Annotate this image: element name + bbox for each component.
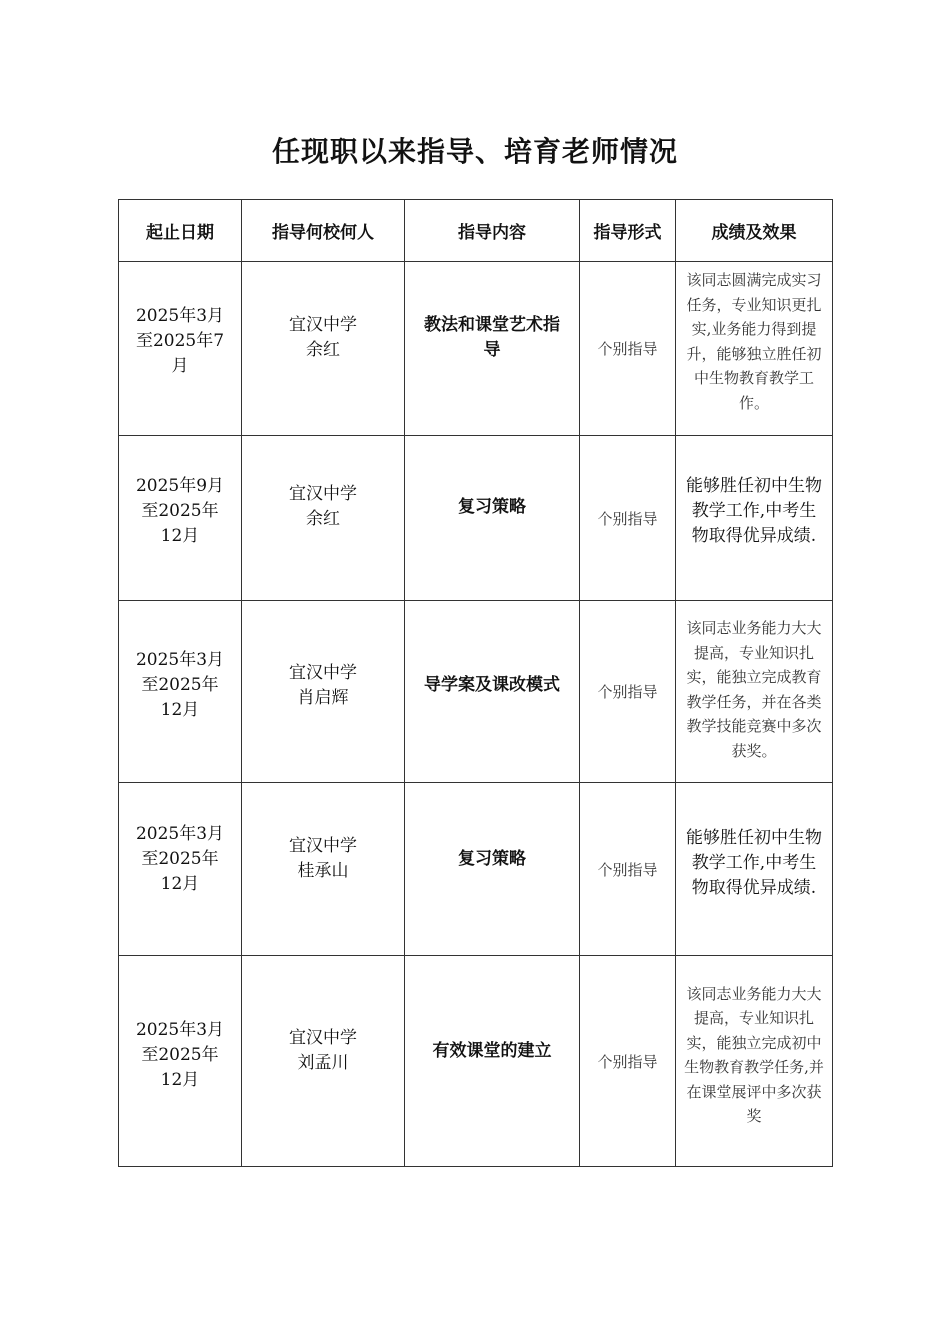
form-cell: 个别指导 <box>580 262 676 436</box>
content-cell: 导学案及课改模式 <box>405 601 580 783</box>
school-person-cell: 宜汉中学 刘孟川 <box>242 956 405 1167</box>
content-cell: 教法和课堂艺术指 导 <box>405 262 580 436</box>
header-content: 指导内容 <box>405 200 580 262</box>
date-cell: 2025年3月 至2025年7 月 <box>119 262 242 436</box>
form-cell: 个别指导 <box>580 956 676 1167</box>
header-row <box>119 200 833 262</box>
header-school-person: 指导何校何人 <box>242 200 405 262</box>
school-person-cell: 宜汉中学 余红 <box>242 262 405 436</box>
date-cell: 2025年9月 至2025年 12月 <box>119 436 242 601</box>
school-person-cell: 宜汉中学 余红 <box>242 436 405 601</box>
result-cell: 该同志圆满完成实习任务，专业知识更扎实,业务能力得到提升，能够独立胜任初中生物教育教学工作。 <box>676 262 833 436</box>
table-row <box>119 956 833 1167</box>
date-cell: 2025年3月 至2025年 12月 <box>119 601 242 783</box>
header-result: 成绩及效果 <box>676 200 833 262</box>
date-cell: 2025年3月 至2025年 12月 <box>119 783 242 956</box>
header-form: 指导形式 <box>580 200 676 262</box>
mentoring-table <box>118 199 833 1167</box>
table-row <box>119 436 833 601</box>
form-cell: 个别指导 <box>580 601 676 783</box>
page-title: 任现职以来指导、培育老师情况 <box>271 135 678 168</box>
form-cell: 个别指导 <box>580 783 676 956</box>
table-row <box>119 783 833 956</box>
table-row <box>119 601 833 783</box>
school-person-cell: 宜汉中学 肖启辉 <box>242 601 405 783</box>
result-cell: 能够胜任初中生物教学工作,中考生物取得优异成绩. <box>676 436 833 601</box>
result-cell: 该同志业务能力大大提高，专业知识扎实，能独立完成教育教学任务，并在各类教学技能竞赛中多次获奖。 <box>676 601 833 783</box>
result-cell: 能够胜任初中生物教学工作,中考生物取得优异成绩. <box>676 783 833 956</box>
school-person-cell: 宜汉中学 桂承山 <box>242 783 405 956</box>
table-row <box>119 262 833 436</box>
content-cell: 复习策略 <box>405 436 580 601</box>
content-cell: 复习策略 <box>405 783 580 956</box>
content-cell: 有效课堂的建立 <box>405 956 580 1167</box>
header-date: 起止日期 <box>119 200 242 262</box>
form-cell: 个别指导 <box>580 436 676 601</box>
result-cell: 该同志业务能力大大提高，专业知识扎实，能独立完成初中生物教育教学任务,并在课堂展评中多次获奖 <box>676 956 833 1167</box>
date-cell: 2025年3月 至2025年 12月 <box>119 956 242 1167</box>
